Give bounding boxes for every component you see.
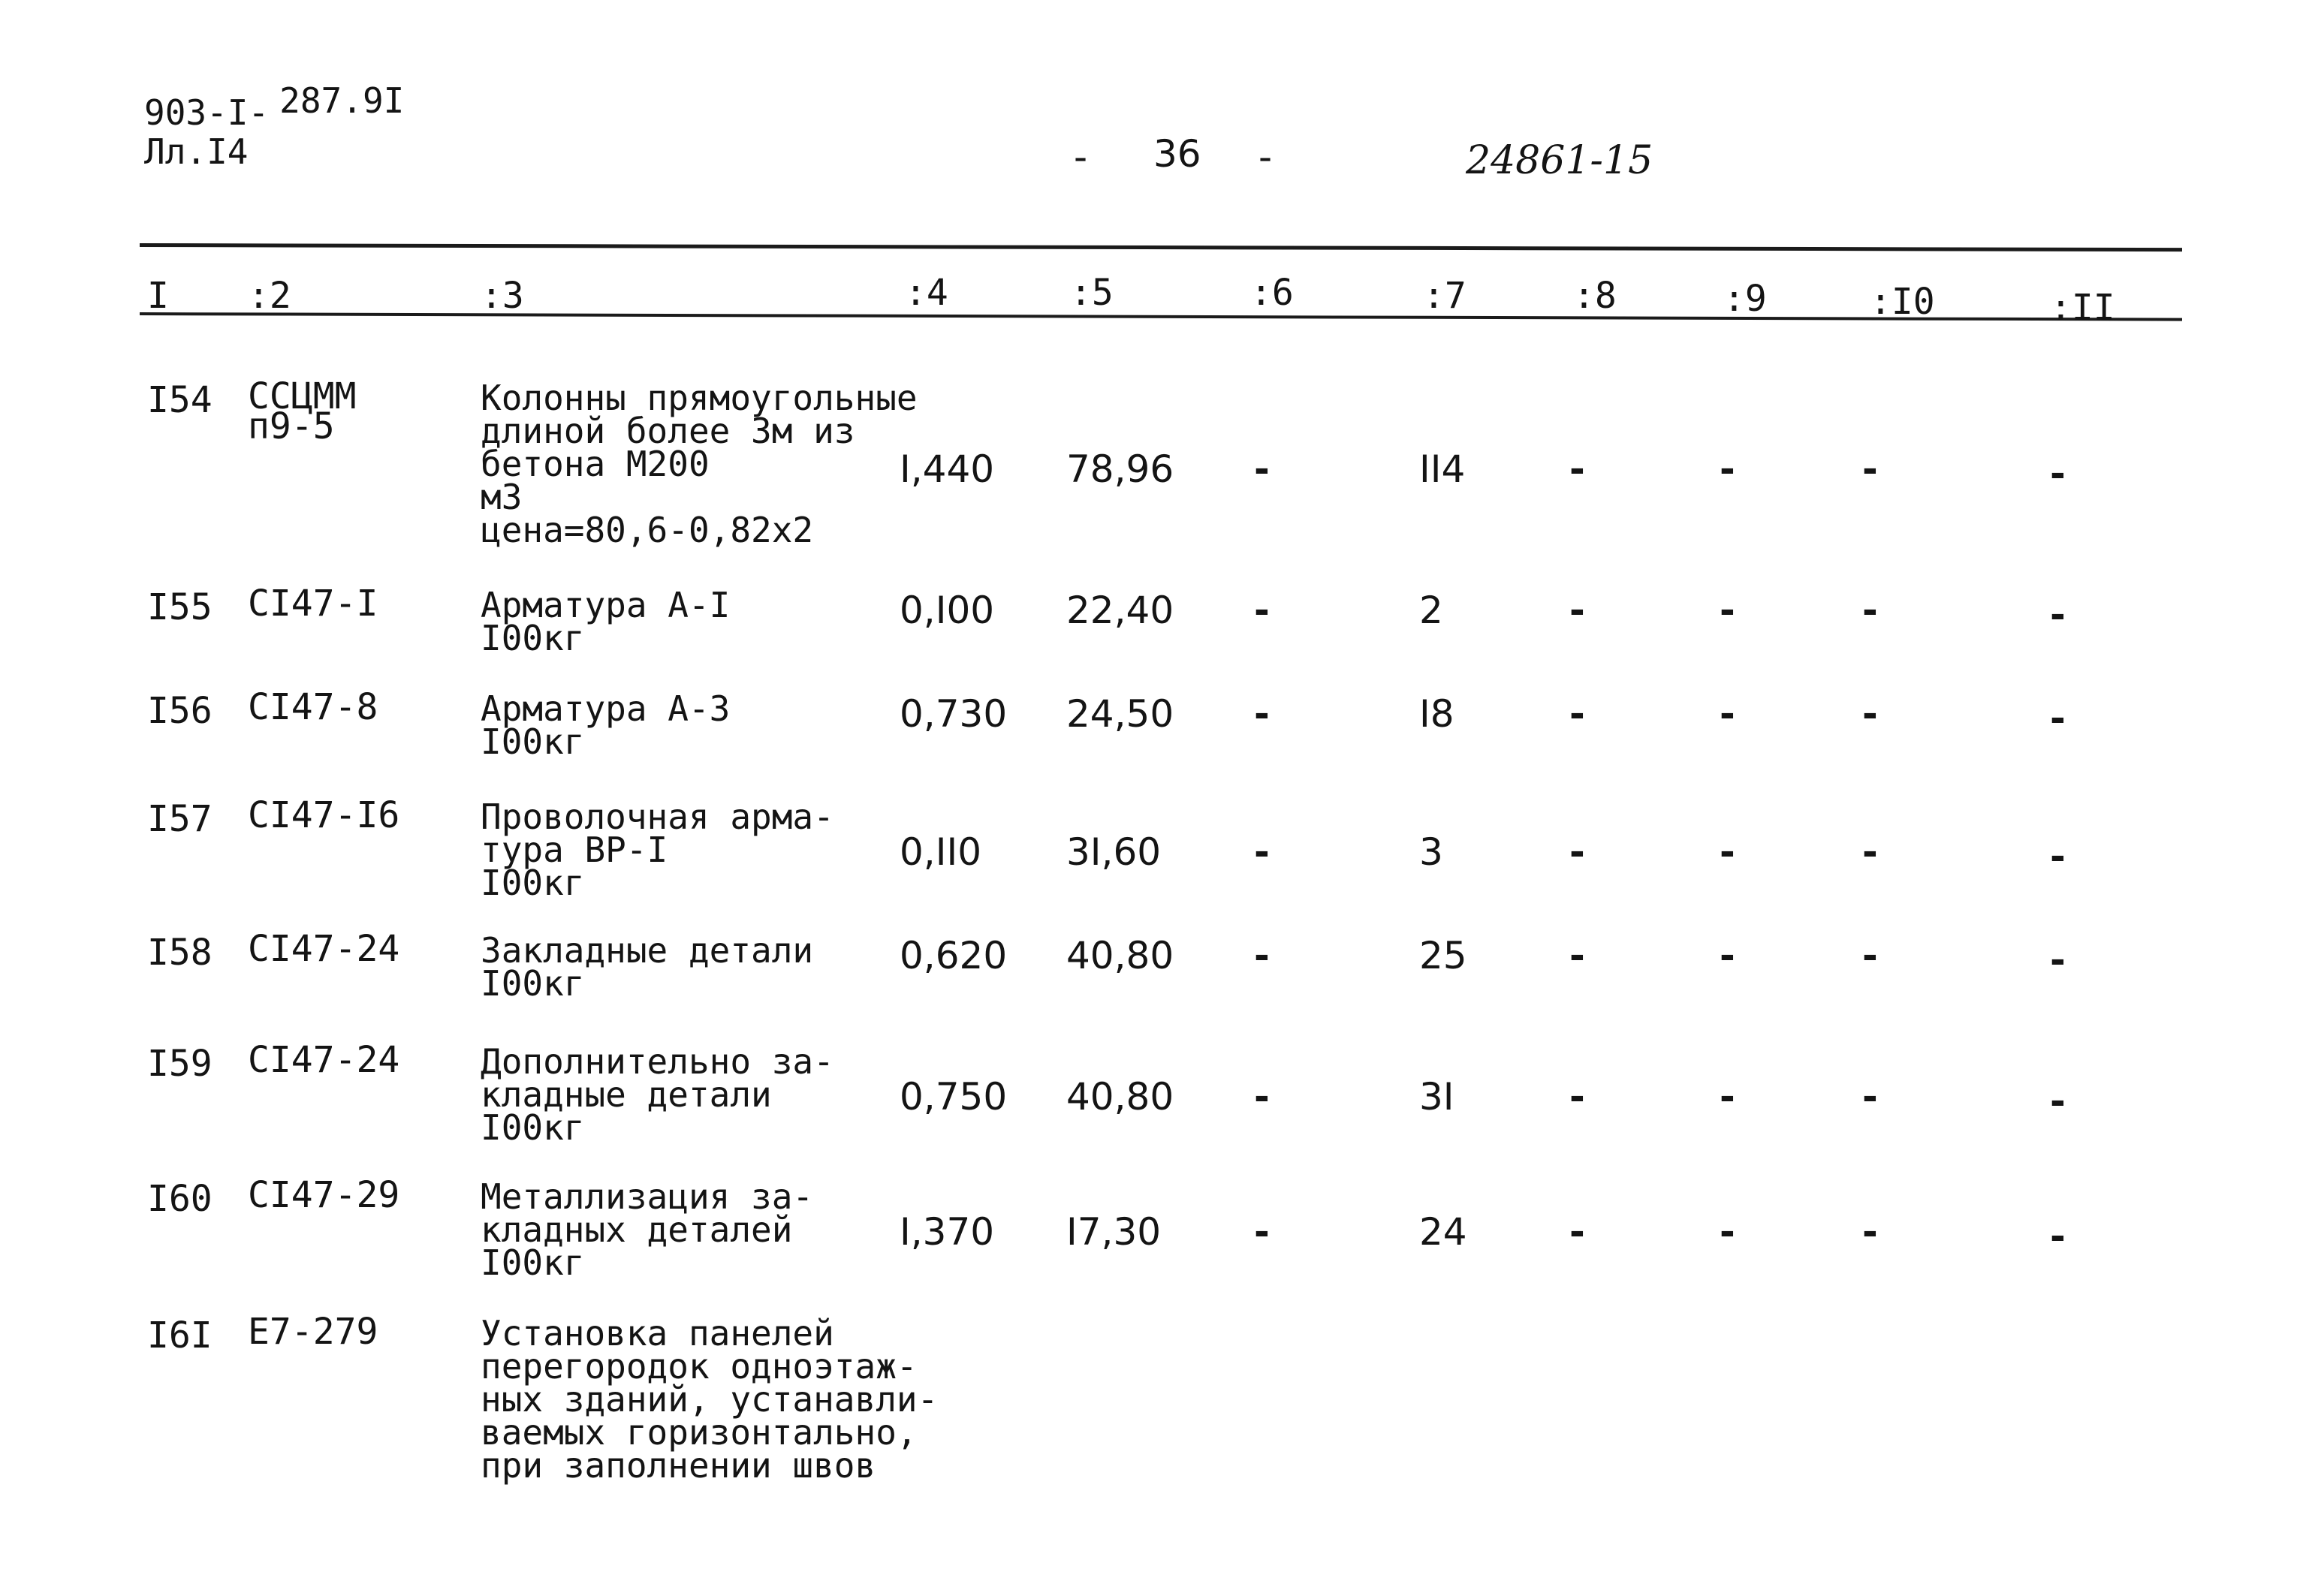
price-code: СI47-8 <box>248 686 378 728</box>
unit-price: I7,30 <box>1066 1210 1162 1254</box>
unit-price: 24,50 <box>1066 692 1174 736</box>
quantity: 0,730 <box>900 692 1008 736</box>
sheet-label: Лл.I4 <box>144 131 249 172</box>
column-10-value: - <box>1862 447 1878 491</box>
row-number: I6I <box>147 1314 213 1357</box>
column-7-value: 3I <box>1419 1075 1454 1119</box>
unit-price: 40,80 <box>1066 934 1174 977</box>
column-9-value: - <box>1720 447 1735 491</box>
column-9-value: - <box>1720 1210 1735 1254</box>
price-code: Е7-279 <box>248 1311 378 1353</box>
column-10-value: - <box>1862 830 1878 874</box>
column-header-4: :4 <box>905 272 948 314</box>
column-header-6: :6 <box>1250 272 1294 314</box>
work-description: Арматура А-3 I00кг <box>481 688 731 762</box>
price-code: ССЦММ п9-5 <box>248 375 357 447</box>
price-code: СI47-29 <box>248 1174 400 1216</box>
column-8-value: - <box>1569 447 1585 491</box>
column-10-value: - <box>1862 692 1878 736</box>
work-description: Закладные детали I00кг <box>481 930 814 1004</box>
quantity: 0,620 <box>900 934 1008 977</box>
row-number: I56 <box>147 690 213 732</box>
column-11-value: - <box>2050 697 2066 740</box>
column-header-9: :9 <box>1723 278 1767 320</box>
quantity: I,440 <box>900 447 995 491</box>
column-10-value: - <box>1862 934 1878 977</box>
column-11-value: - <box>2050 593 2066 637</box>
column-8-value: - <box>1569 934 1585 977</box>
column-8-value: - <box>1569 692 1585 736</box>
quantity: 0,750 <box>900 1075 1008 1119</box>
page-number: 36 <box>1153 132 1201 176</box>
column-header-8: :8 <box>1573 275 1617 317</box>
price-code: СI47-24 <box>248 928 400 970</box>
column-11-value: - <box>2050 1215 2066 1258</box>
work-description: Дополнительно за- кладные детали I00кг <box>481 1041 834 1148</box>
quantity: I,370 <box>900 1210 995 1254</box>
column-9-value: - <box>1720 934 1735 977</box>
column-10-value: - <box>1862 1075 1878 1119</box>
column-header-7: :7 <box>1423 275 1466 317</box>
row-number: I60 <box>147 1178 213 1220</box>
unit-price: 40,80 <box>1066 1075 1174 1119</box>
column-6-value: - <box>1254 692 1270 736</box>
row-number: I58 <box>147 932 213 974</box>
column-6-value: - <box>1254 830 1270 874</box>
column-header-11: :II <box>2050 287 2115 329</box>
unit-price: 3I,60 <box>1066 830 1162 874</box>
column-7-value: II4 <box>1419 447 1466 491</box>
document-code <box>144 80 405 133</box>
column-8-value: - <box>1569 830 1585 874</box>
column-11-value: - <box>2050 1080 2066 1123</box>
document-code-prefix: 903-I- <box>144 92 270 133</box>
unit-price: 78,96 <box>1066 447 1174 491</box>
column-header-5: :5 <box>1070 272 1114 314</box>
column-7-value: 3 <box>1419 830 1443 874</box>
price-code: СI47-24 <box>248 1039 400 1081</box>
row-number: I55 <box>147 586 213 628</box>
row-number: I54 <box>147 379 213 421</box>
column-9-value: - <box>1720 1075 1735 1119</box>
column-10-value: - <box>1862 1210 1878 1254</box>
column-8-value: - <box>1569 589 1585 632</box>
page-dash-right: - <box>1259 135 1273 179</box>
column-header-2: :2 <box>248 275 291 317</box>
page-dash-left: - <box>1074 135 1088 179</box>
quantity: 0,II0 <box>900 830 982 874</box>
column-9-value: - <box>1720 589 1735 632</box>
column-6-value: - <box>1254 1210 1270 1254</box>
column-10-value: - <box>1862 589 1878 632</box>
unit-price: 22,40 <box>1066 589 1174 632</box>
column-header-3: :3 <box>481 275 524 317</box>
row-number: I59 <box>147 1043 213 1085</box>
row-number: I57 <box>147 798 213 840</box>
column-6-value: - <box>1254 447 1270 491</box>
column-11-value: - <box>2050 835 2066 878</box>
column-11-value: - <box>2050 938 2066 982</box>
column-11-value: - <box>2050 452 2066 495</box>
column-6-value: - <box>1254 934 1270 977</box>
column-9-value: - <box>1720 692 1735 736</box>
work-description: Арматура А-I I00кг <box>481 585 731 658</box>
column-8-value: - <box>1569 1075 1585 1119</box>
price-code: СI47-I <box>248 583 378 625</box>
price-code: СI47-I6 <box>248 794 400 836</box>
work-description: Колонны прямоугольные длиной более 3м из бетона М200 м3 цена=80,6-0,82х2 <box>481 378 918 550</box>
column-9-value: - <box>1720 830 1735 874</box>
column-header-1: I <box>147 275 169 317</box>
column-7-value: I8 <box>1419 692 1454 736</box>
quantity: 0,I00 <box>900 589 995 632</box>
column-header-10: :I0 <box>1870 281 1935 323</box>
column-6-value: - <box>1254 1075 1270 1119</box>
table-top-rule <box>140 243 2182 251</box>
work-description: Металлизация за- кладных деталей I00кг <box>481 1176 814 1283</box>
column-7-value: 2 <box>1419 589 1443 632</box>
column-7-value: 25 <box>1419 934 1467 977</box>
column-7-value: 24 <box>1419 1210 1467 1254</box>
handwritten-document-number: 24861-15 <box>1466 138 1653 183</box>
document-code-number: 287.9I <box>279 80 405 121</box>
work-description: Установка панелей перегородок одноэтаж- ных зданий, устанавли- ваемых горизонтально, при заполнении швов <box>481 1313 939 1486</box>
work-description: Проволочная арма- тура ВР-I I00кг <box>481 796 834 903</box>
column-8-value: - <box>1569 1210 1585 1254</box>
column-6-value: - <box>1254 589 1270 632</box>
